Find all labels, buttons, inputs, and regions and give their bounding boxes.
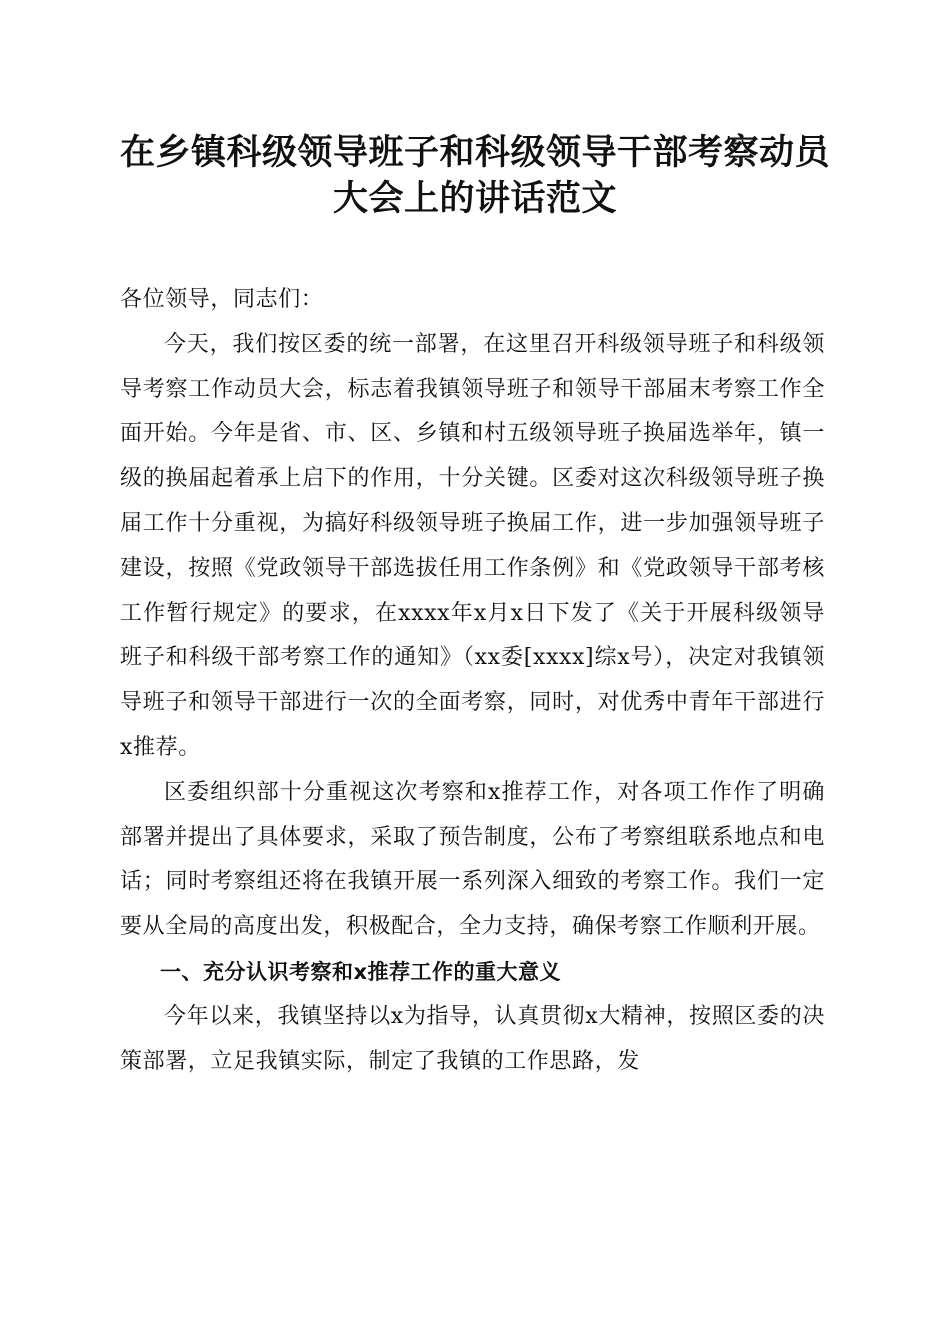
document-title — [110, 130, 840, 222]
section-heading-1: 一、充分认识考察和x推荐工作的重大意义 — [160, 959, 562, 984]
paragraph-3: 今年以来，我镇坚持以x为指导，认真贯彻x大精神，按照区委的决策部署，立足我镇实际，制定了我镇的工作思路，发 — [120, 1003, 825, 1074]
salutation: 各位领导，同志们： — [120, 287, 324, 312]
title-line-2: 大会上的讲话范文 — [332, 178, 617, 219]
paragraph-1: 今天，我们按区委的统一部署，在这里召开科级领导班子和科级领导考察工作动员大会，标志着我镇领导班子和领导干部届末考察工作全面开始。今年是省、市、区、乡镇和村五级领导班子换届选举年，镇一级的换届起着承上启下的作用，十分关键。区委对这次科级领导班子换届工作十分重视，为搞好科级领导班子换届工作，进一步加强领导班子建设，按照《党政领导干部选拔任用工作条例》和《党政领导干部考核工作暂行规定》的要求，在xxxx年x月x日下发了《关于开展科级领导班子和科级干部考察工作的通知》（xx委[xxxx]综x号），决定对我镇领导班子和领导干部进行一次的全面考察，同时，对优秀中青年干部进行x推荐。 — [120, 331, 825, 760]
document-body — [120, 278, 825, 1084]
paragraph-2: 区委组织部十分重视这次考察和x推荐工作，对各项工作作了明确部署并提出了具体要求，采取了预告制度，公布了考察组联系地点和电话；同时考察组还将在我镇开展一系列深入细致的考察工作。我们一定要从全局的高度出发，积极配合，全力支持，确保考察工作顺利开展。 — [120, 779, 825, 940]
title-line-1: 在乡镇科级领导班子和科级领导干部考察动员 — [119, 132, 830, 173]
